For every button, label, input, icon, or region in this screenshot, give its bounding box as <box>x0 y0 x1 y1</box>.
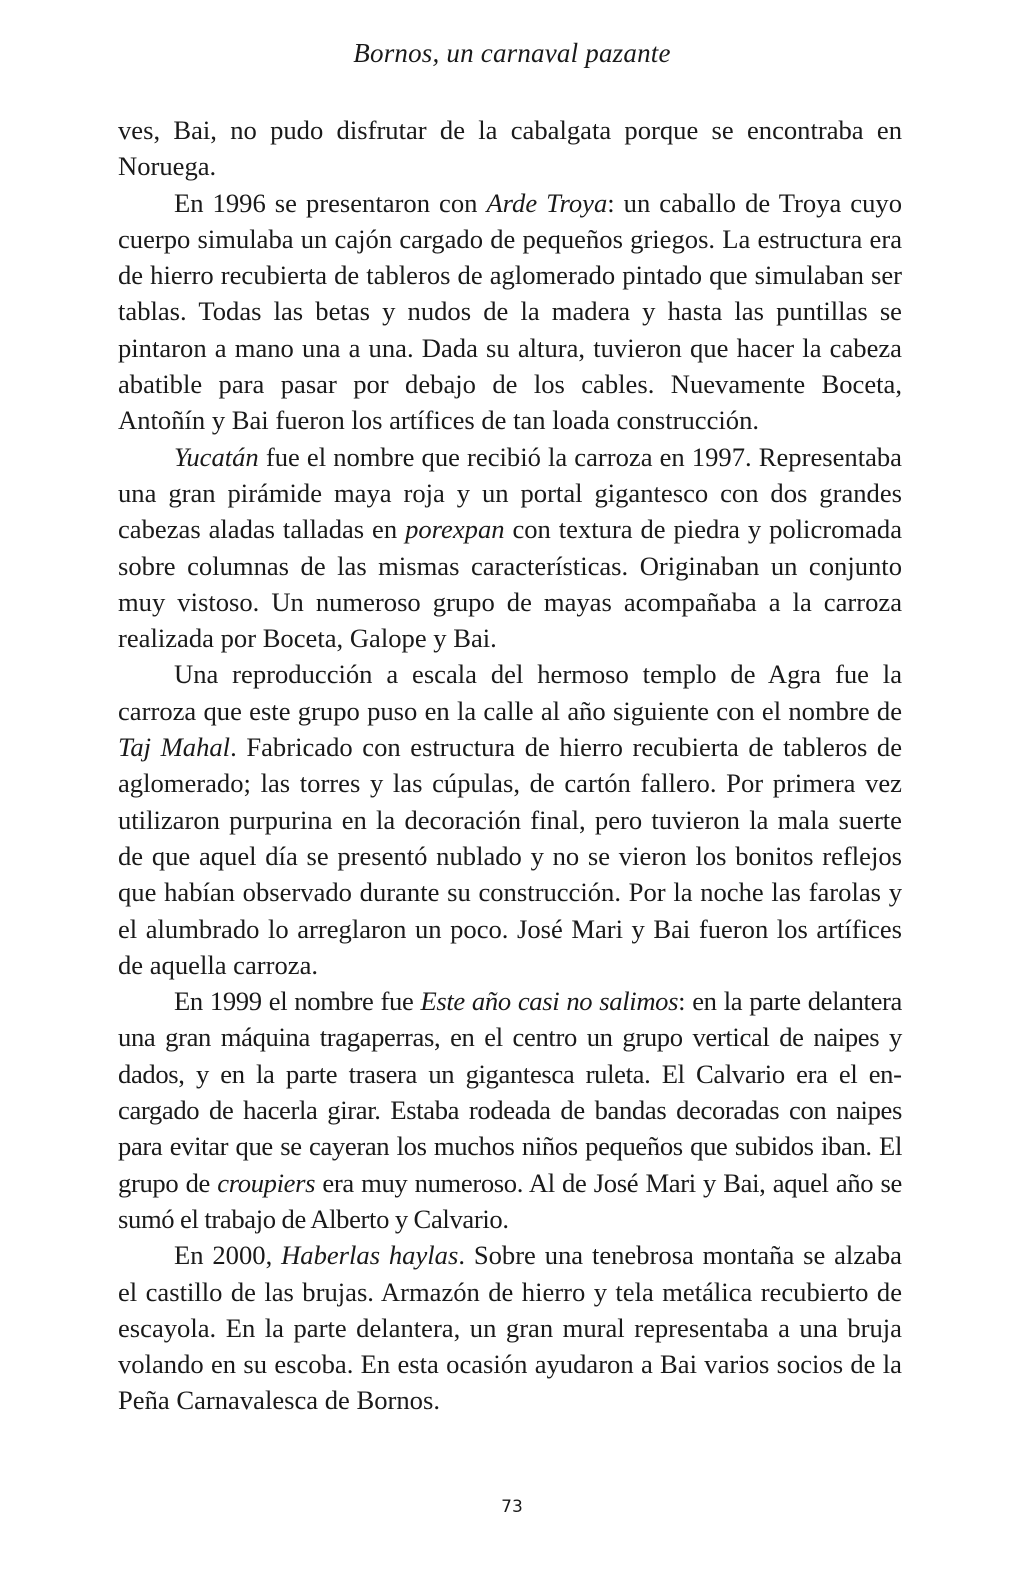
text-run: con textura de piedra y policromada sobre columnas de las mismas características. Originaban un conjunto muy vistoso. Un numeroso grupo de mayas acompañaba a la carroza realizada por Boceta, Galope y Bai. <box>118 514 902 654</box>
paragraph <box>118 112 902 185</box>
text-run: . Fabricado con estructura de hierro recubierta de tableros de aglomerado; las torres y las cúpulas, de cartón fallero. Por primera vez utilizaron purpurina en la decoración final, pero tuvieron la mala suerte de que aquel día se presentó nublado y no se vieron los bonitos reflejos que habían observado durante su construcción. Por la noche las farolas y el alumbrado lo arreglaron un poco. José Mari y Bai fueron los artífices de aquella carroza. <box>118 732 902 980</box>
text-run: : un caballo de Troya cuyo cuerpo simulaba un cajón cargado de pequeños griegos. La estructura era de hierro recubierta de tableros de aglomerado pintado que simulaban ser tablas. Todas las betas y nudos de la madera y hasta las puntillas se pintaron a mano una a una. Dada su altura, tuvieron que hacer la cabeza abatible para pasar por debajo de los cables. Nuevamente Boceta, Antoñín y Bai fueron los artífices de tan loada construcción. <box>118 187 902 436</box>
paragraph <box>118 1237 902 1418</box>
page-number: 73 <box>501 1497 523 1517</box>
italic-title-run: Yucatán <box>174 441 259 472</box>
italic-title-run: porexpan <box>405 514 505 545</box>
paragraph <box>118 439 902 657</box>
text-run: . Sobre una tenebrosa montaña se alzaba el castillo de las brujas. Armazón de hierro y tela metálica recubierto de escayola. En la parte delantera, un gran mural representaba a una bruja volando en su escoba. En esta ocasión ayudaron a Bai varios socios de la Peña Carnavalesca de Bornos. <box>118 1240 902 1416</box>
text-run: Una reproducción a escala del hermoso templo de Agra fue la carroza que este grupo puso en la calle al año siguiente con el nombre de <box>118 659 902 726</box>
italic-title-run: Haberlas haylas <box>281 1240 459 1271</box>
paragraph <box>118 983 902 1237</box>
text-run: En 1999 el nombre fue <box>174 986 421 1017</box>
italic-title-run: Este año casi no salimos <box>420 986 679 1017</box>
text-run: ves, Bai, no pudo disfrutar de la cabalgata porque se encontraba en Noruega. <box>118 115 902 182</box>
italic-title-run: croupiers <box>217 1167 316 1198</box>
text-run: fue el nombre que recibió la carroza en 1997. Representaba una gran pirámide maya roja y un portal gigantesco con dos grandes cabezas aladas talladas en <box>118 441 902 545</box>
text-run: : en la parte delantera una gran máquina tragaperras, en el centro un grupo vertical de naipes y dados, y en la parte trasera un gigantesca ruleta. El Calvario era el encargado de hacerla girar. Estaba rodeada de bandas decoradas con naipes para evitar que se cayeran los muchos niños pequeños que subidos iban. El grupo de <box>118 986 902 1198</box>
text-run: era muy numeroso. Al de José Mari y Bai, aquel año se sumó el trabajo de Alberto y Calvario. <box>118 1167 902 1234</box>
italic-title-run: Taj Mahal <box>118 732 231 763</box>
running-title: Bornos, un carnaval pazante <box>353 38 671 68</box>
italic-title-run: Arde Troya <box>486 187 608 218</box>
paragraph <box>118 185 902 439</box>
text-run: En 2000, <box>174 1240 282 1271</box>
text-run: En 1996 se presentaron con <box>174 187 487 218</box>
body-text <box>118 112 902 1419</box>
paragraph <box>118 656 902 983</box>
